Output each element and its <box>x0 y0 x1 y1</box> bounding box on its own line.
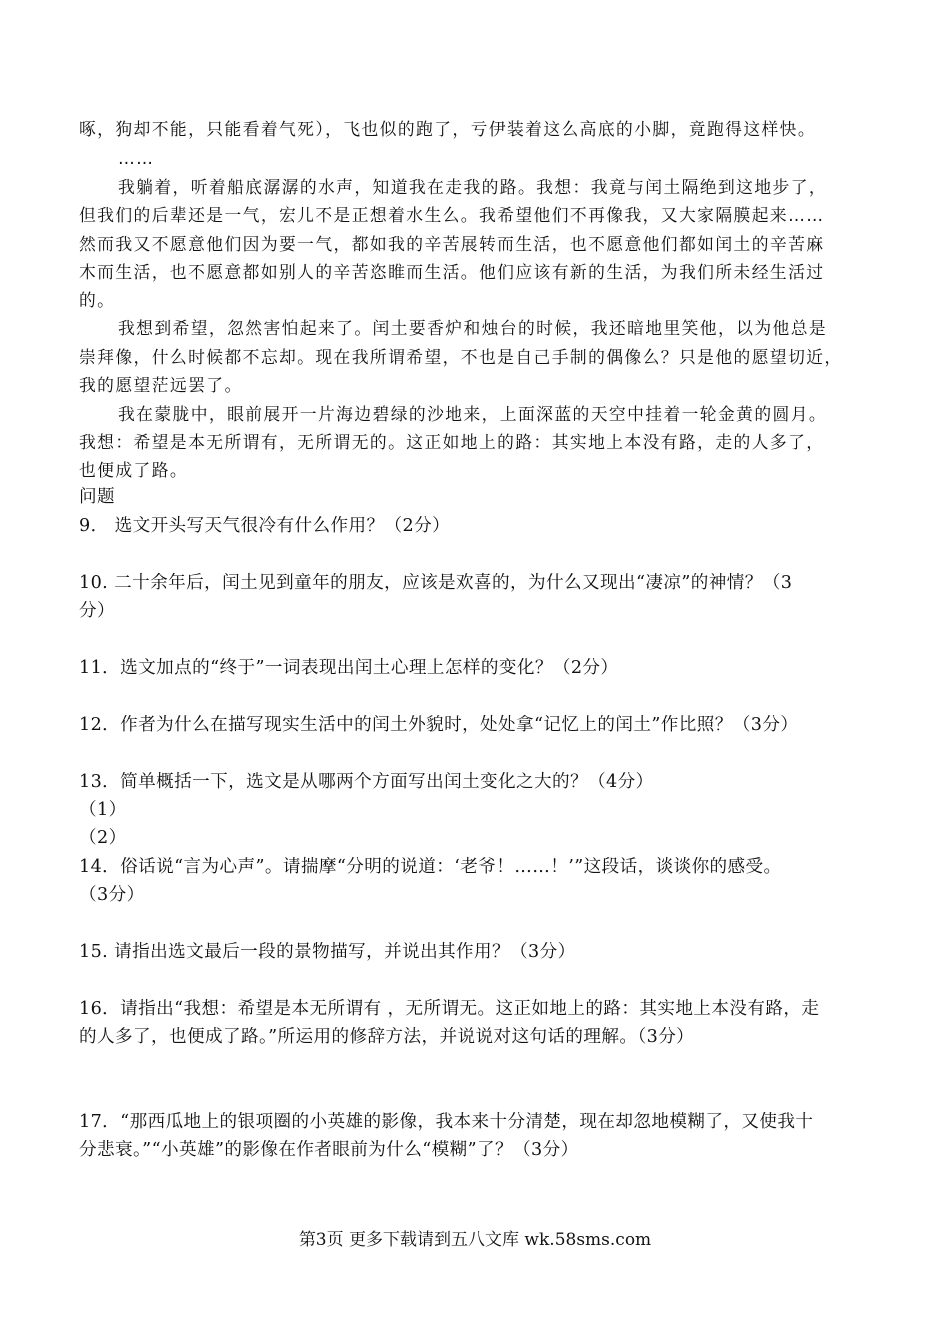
passage-line: …… <box>118 148 155 168</box>
passage-line: 崇拜像，什么时候都不忘却。现在我所谓希望，不也是自己手制的偶像么？只是他的愿望切近， <box>79 347 843 367</box>
question-13-answer-2: （2） <box>79 828 127 848</box>
question-14-cont: （3分） <box>79 885 145 905</box>
question-11: 11．选文加点的“终于”一词表现出闰土心理上怎样的变化？（2分） <box>79 658 619 678</box>
passage-line: 但我们的后辈还是一气，宏儿不是正想着水生么。我希望他们不再像我，又大家隔膜起来…… <box>79 205 825 225</box>
passage-line: 我在蒙胧中，眼前展开一片海边碧绿的沙地来，上面深蓝的天空中挂着一轮金黄的圆月。 <box>118 404 828 424</box>
passage-line: 我的愿望茫远罢了。 <box>79 375 243 395</box>
passage-line: 木而生活，也不愿意都如别人的辛苦恣睢而生活。他们应该有新的生活，为我们所未经生活过 <box>79 262 825 282</box>
question-14: 14．俗话说“言为心声”。请揣摩“分明的说道：‘老爷！……！’”这段话，谈谈你的感受。 <box>79 857 782 877</box>
question-17: 17．“那西瓜地上的银项圈的小英雄的影像，我本来十分清楚，现在却忽地模糊了，又使我十 <box>79 1112 814 1132</box>
question-13: 13．简单概括一下，选文是从哪两个方面写出闰土变化之大的？（4分） <box>79 772 654 792</box>
passage-line: 我躺着，听着船底潺潺的水声，知道我在走我的路。我想：我竟与闰土隔绝到这地步了， <box>118 177 828 197</box>
question-16-cont: 的人多了，也便成了路。”所运用的修辞方法，并说说对这句话的理解。（3分） <box>79 1027 695 1047</box>
question-10-cont: 分） <box>79 601 115 621</box>
passage-line: 啄，狗却不能，只能看着气死），飞也似的跑了，亏伊装着这么高底的小脚，竟跑得这样快。 <box>79 119 817 139</box>
question-16: 16．请指出“我想：希望是本无所谓有 ，无所谓无。这正如地上的路：其实地上本没有路，走 <box>79 999 820 1019</box>
passage-line: 我想：希望是本无所谓有，无所谓无的。这正如地上的路：其实地上本没有路，走的人多了， <box>79 432 825 452</box>
page-footer: 第3页 更多下载请到五八文库 wk.58sms.com <box>298 1230 652 1250</box>
question-12: 12．作者为什么在描写现实生活中的闰土外貌时，处处拿“记忆上的闰土”作比照？（3分） <box>79 715 799 735</box>
passage-line: 我想到希望，忽然害怕起来了。闰土要香炉和烛台的时候，我还暗地里笑他，以为他总是 <box>118 318 828 338</box>
question-9: 9． 选文开头写天气很冷有什么作用？（2分） <box>79 516 451 536</box>
question-17-cont: 分悲衰。”“小英雄”的影像在作者眼前为什么“模糊”了？（3分） <box>79 1140 579 1160</box>
passage-line: 也便成了路。 <box>79 460 189 480</box>
questions-heading: 问题 <box>79 487 115 507</box>
passage-line: 的。 <box>79 290 116 310</box>
question-13-answer-1: （1） <box>79 800 127 820</box>
question-15: 15. 请指出选文最后一段的景物描写，并说出其作用？（3分） <box>79 942 576 962</box>
passage-line: 然而我又不愿意他们因为要一气，都如我的辛苦展转而生活，也不愿意他们都如闰土的辛苦麻 <box>79 234 825 254</box>
question-10: 10. 二十余年后，闰土见到童年的朋友，应该是欢喜的，为什么又现出“凄凉”的神情？（3 <box>79 573 793 593</box>
